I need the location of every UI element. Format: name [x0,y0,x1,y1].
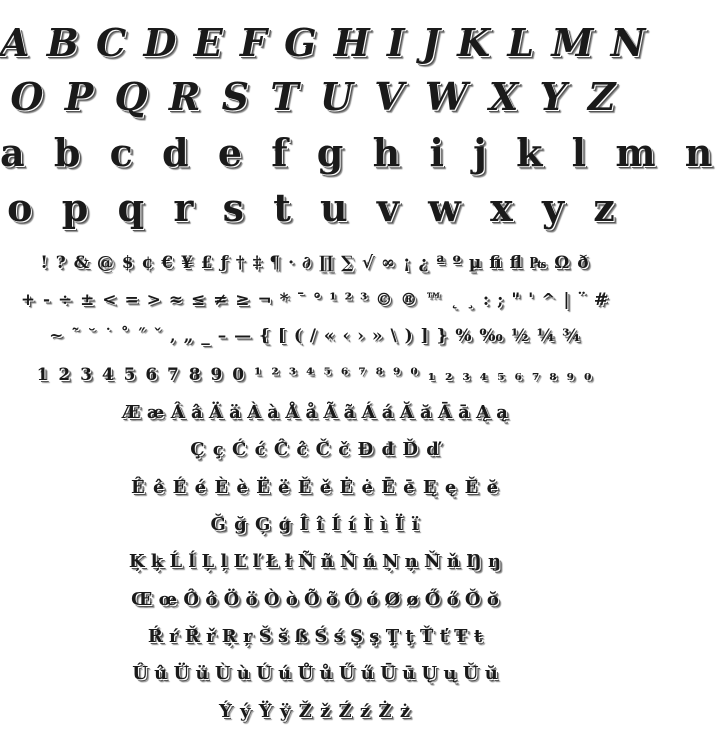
specimen-row-accented-r-t: Ŕ ŕ Ř ř Ŗ ŗ Š š ß Ś ś Ş ş Ţ ţ Ť ť Ŧ ŧ [147,626,483,647]
specimen-row-accented-g-i: Ğ ğ Ģ ģ Î î Í í Ì ì Ï ï [210,514,420,535]
specimen-row-lowercase-a-n: a b c d e f g h i j k l m n [0,130,720,175]
specimen-row-brackets-fractions: ~ ˜ ˘ ˙ ˚ ˝ ˇ ‚ „ _ – — { [ ( / « ‹ › » \ ) ] } % ‰ ½ ¼ ¾ [49,326,581,346]
specimen-row-accented-a: Æ æ Â â Ä ä À à Å å Ã ã Á á Ă ă Ā ā Ą ą [122,402,508,423]
specimen-row-math-symbols: + - ÷ ± < = > ≈ ≤ ≠ ≥ ¬ * ¯ ° ¹ ² ³ © ® ™ ˛ ¸ : ; " ' ^ | ¨ # [20,290,610,310]
specimen-row-accented-u: Û û Ü ü Ù ù Ú ú Ů ů Ű ű Ū ū Ų ų Ŭ ŭ [132,663,498,684]
specimen-row-lowercase-o-z: o p q r s t u v w x y z [7,185,623,230]
specimen-row-uppercase-a-n: A B C D E F G H I J K L M N [0,20,648,65]
specimen-row-uppercase-o-z: O P Q R S T U V W X Y Z [10,74,620,119]
specimen-row-numerals: 1 2 3 4 5 6 7 8 9 0 ¹ ² ³ ⁴ ⁵ ⁶ ⁷ ⁸ ⁹ ⁰ ₁ ₂ ₃ ₄ ₅ ₆ ₇ ₈ ₉ ₀ [36,365,594,385]
specimen-row-accented-y-z: Ý ý Ÿ ÿ Ž ž Ź ź Ż ż [218,701,412,722]
specimen-row-accented-c-d: Ç ç Ć ć Ĉ ĉ Č č Ð đ Ď ď [190,439,440,460]
specimen-row-accented-k-n: Ķ ķ Ĺ ĺ Ļ ļ Ľ ľ Ł ł Ñ ñ Ń ń Ņ ņ Ň ň Ŋ ŋ [128,551,502,572]
specimen-row-punctuation-symbols: ! ? & @ $ ¢ € ¥ £ ƒ † ‡ ¶ · ∂ ∏ ∑ √ ∞ ¡ ¿ ª º µ ﬁ ﬂ ₧ Ω ð [40,253,590,273]
specimen-row-accented-e: Ê ê É é È è Ë ë Ě ě Ė ė Ē ē Ę ę Ĕ ĕ [130,477,500,498]
specimen-row-accented-o: Œ œ Ô ô Ö ö Ò ò Õ õ Ó ó Ø ø Ő ő Ŏ ŏ [131,589,499,610]
